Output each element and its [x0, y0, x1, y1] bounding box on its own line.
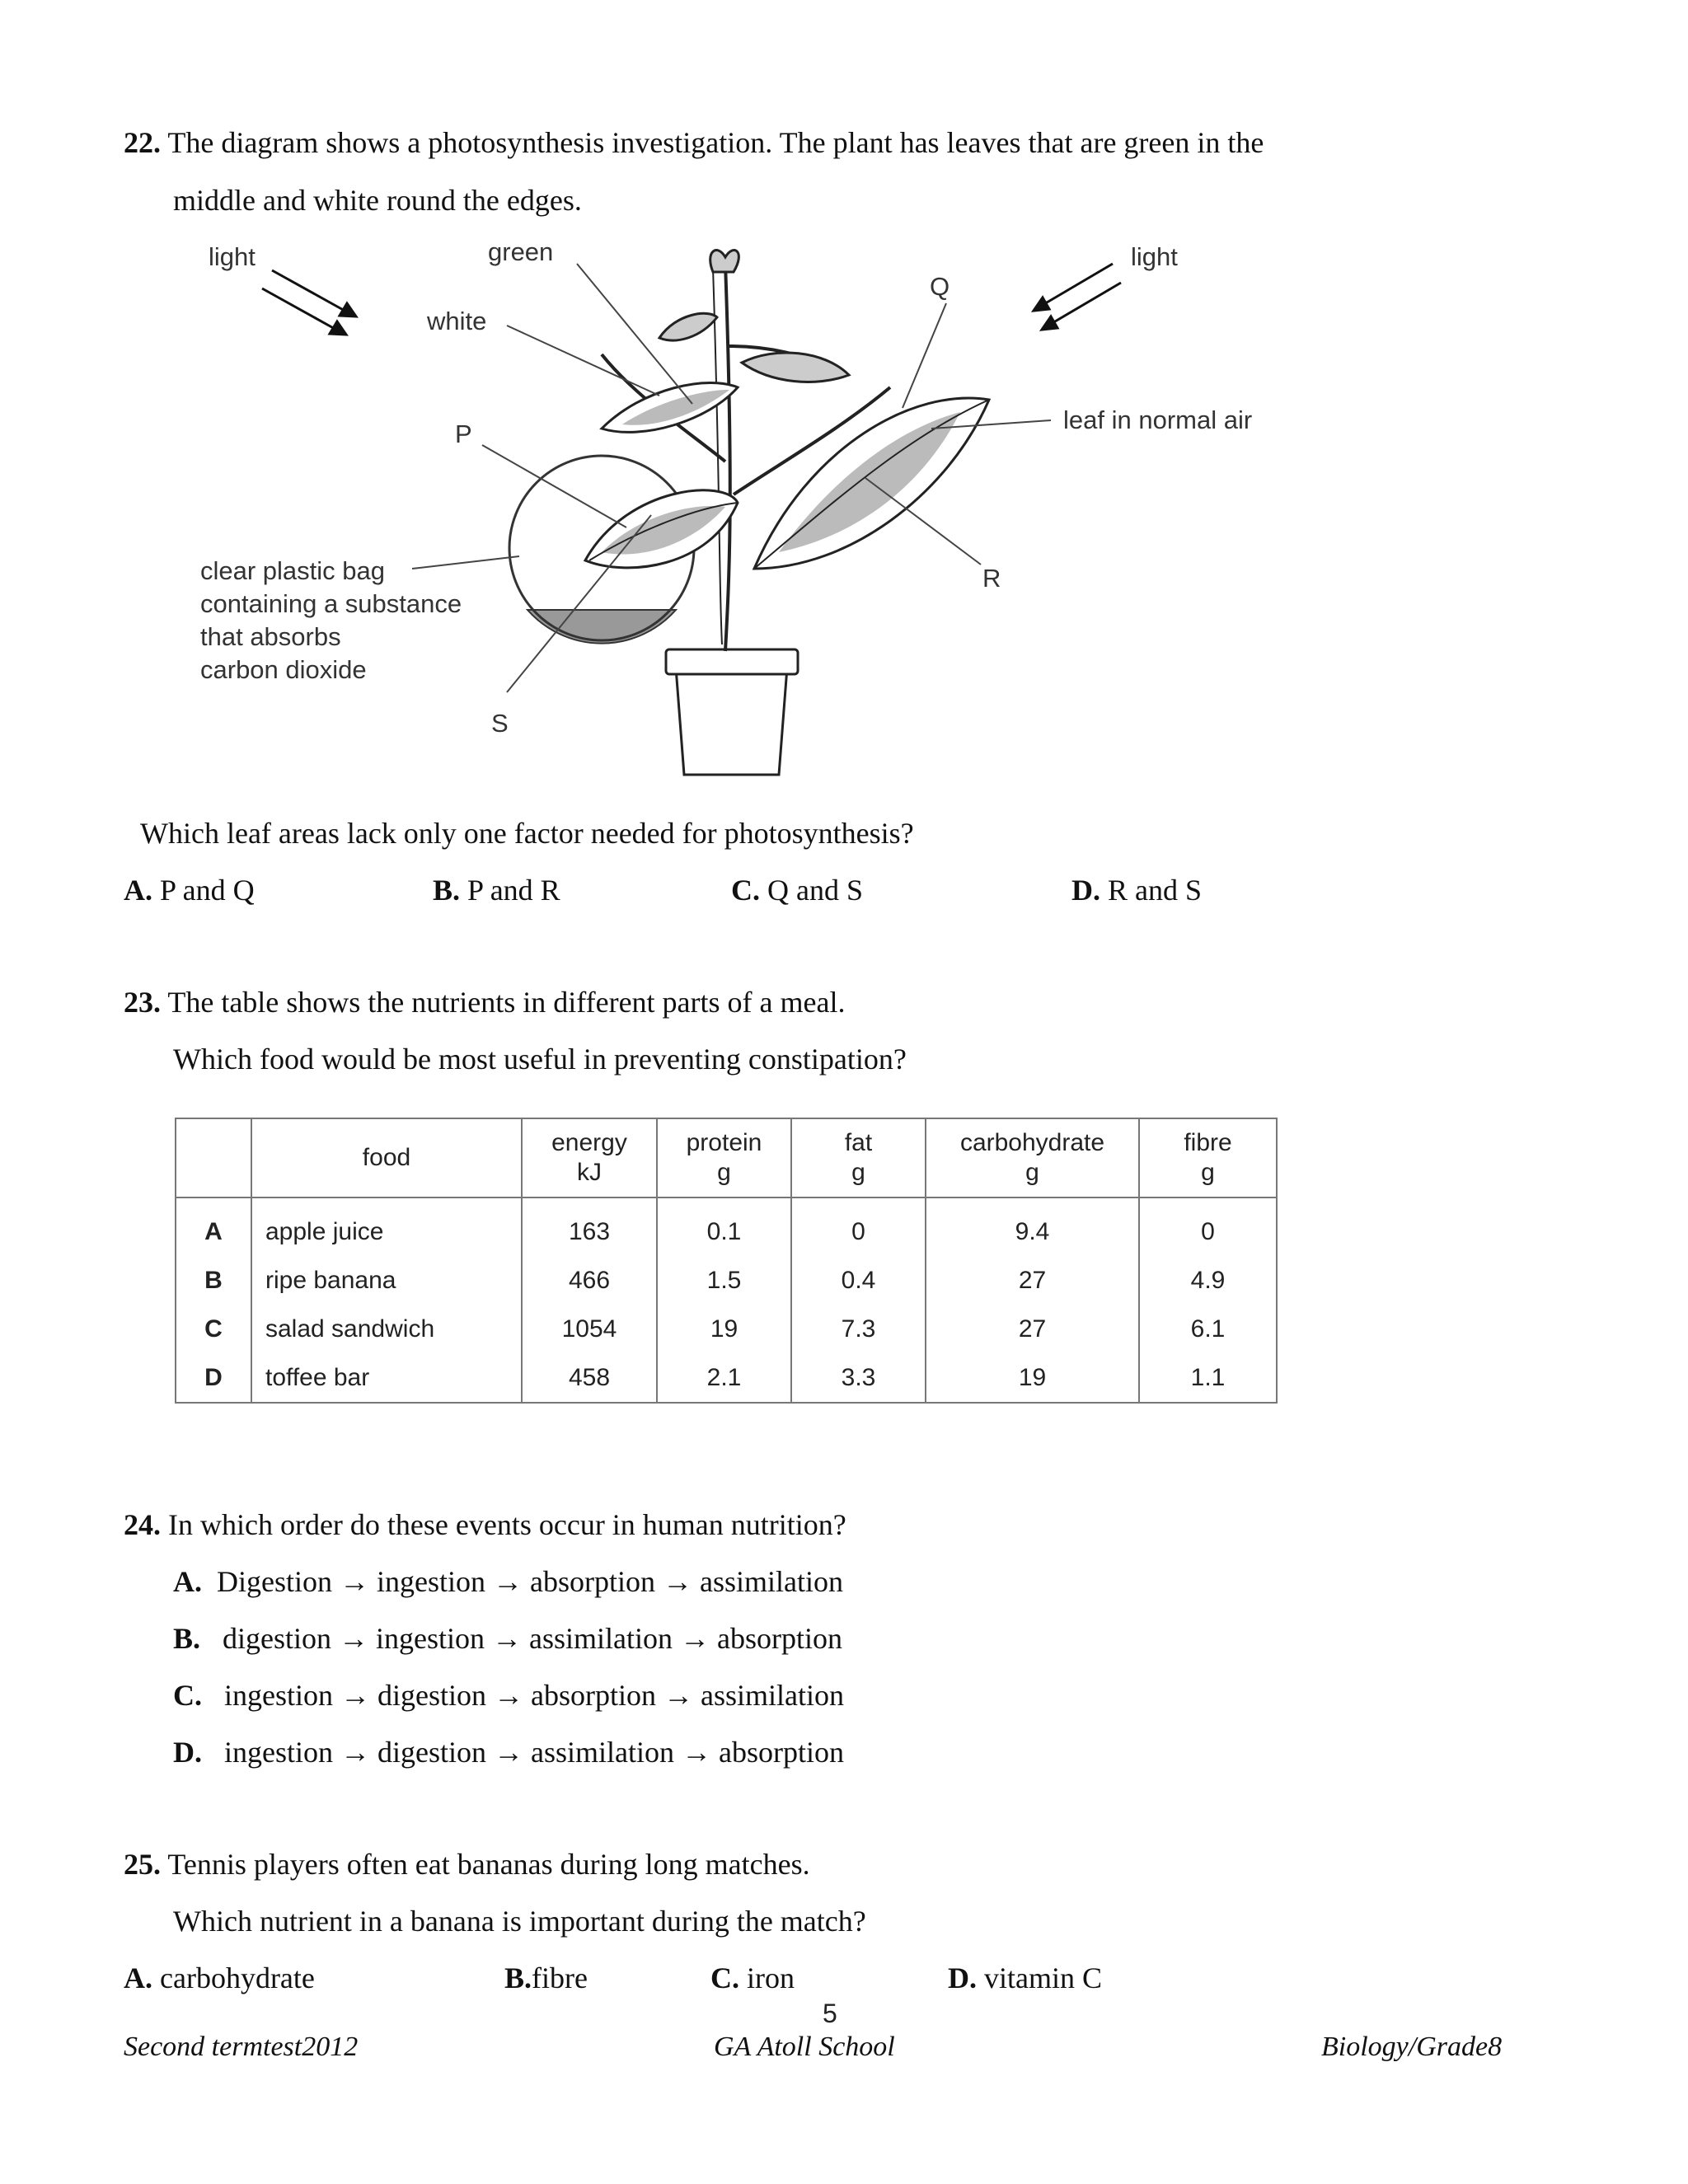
label-R: R: [982, 564, 1001, 593]
footer-right: Biology/Grade8: [1321, 2032, 1503, 2062]
q22-stem: The diagram shows a photosynthesis investigation. The plant has leaves that are green in the: [167, 126, 1264, 159]
table-header-row: [176, 1118, 1277, 1197]
footer-center: GA Atoll School: [714, 2032, 895, 2062]
q24-option-a[interactable]: A. Digestion → ingestion → absorption → assimilation: [173, 1565, 843, 1598]
label-bag-line2: containing a substance: [200, 589, 462, 618]
q24-question: 24. In which order do these events occur in human nutrition?: [124, 1508, 846, 1541]
q25-text-line2: Which nutrient in a banana is important during the match?: [173, 1905, 866, 1938]
label-Q: Q: [930, 272, 950, 301]
label-bag-line4: carbon dioxide: [200, 655, 367, 684]
label-light-right: light: [1131, 242, 1178, 271]
label-bag-line3: that absorbs: [200, 622, 341, 651]
q22-number: 22.: [124, 126, 161, 159]
q24-option-d[interactable]: D. ingestion → digestion → assimilation → absorption: [173, 1736, 844, 1769]
q23-number: 23.: [124, 986, 161, 1019]
q25-option-b[interactable]: B.fibre: [504, 1961, 588, 1994]
light-arrows-left: [262, 270, 356, 335]
q25-option-a[interactable]: A. carbohydrate: [124, 1961, 315, 1994]
label-light-left: light: [209, 242, 256, 271]
q22-option-c[interactable]: C. Q and S: [731, 874, 863, 907]
label-P: P: [455, 419, 472, 448]
label-green: green: [488, 237, 554, 266]
page-number: 5: [823, 1999, 837, 2028]
header-carbohydrate: carbohydrate g: [926, 1118, 1139, 1197]
q22-option-a[interactable]: A. P and Q: [124, 874, 255, 907]
q24-option-c[interactable]: C. ingestion → digestion → absorption → assimilation: [173, 1679, 844, 1712]
q25-option-d[interactable]: D. vitamin C: [948, 1961, 1102, 1994]
q24-number: 24.: [124, 1508, 161, 1541]
q24-option-b[interactable]: B. digestion → ingestion → assimilation → absorption: [173, 1622, 842, 1655]
q22-text-line2: middle and white round the edges.: [173, 184, 582, 217]
table-row: C salad sandwich 1054 19 7.3 27 6.1: [176, 1305, 1277, 1353]
label-white: white: [427, 307, 487, 335]
q23-text-line1: 23. The table shows the nutrients in different parts of a meal.: [124, 986, 846, 1019]
q22-option-d[interactable]: D. R and S: [1071, 874, 1203, 907]
q23-text-line2: Which food would be most useful in preventing constipation?: [173, 1043, 907, 1076]
table-row: B ripe banana 466 1.5 0.4 27 4.9: [176, 1256, 1277, 1305]
nutrient-table: [175, 1118, 1278, 1404]
table-row: A apple juice 163 0.1 0 9.4 0: [176, 1197, 1277, 1256]
header-protein: protein g: [657, 1118, 791, 1197]
q25-text-line1: 25. Tennis players often eat bananas during long matches.: [124, 1848, 810, 1881]
q22-question: Which leaf areas lack only one factor needed for photosynthesis?: [140, 817, 914, 850]
light-arrows-right: [1034, 264, 1121, 330]
header-energy: energy kJ: [522, 1118, 657, 1197]
label-bag-line1: clear plastic bag: [200, 556, 386, 585]
header-fibre: fibre g: [1139, 1118, 1277, 1197]
table-row: D toffee bar 458 2.1 3.3 19 1.1: [176, 1353, 1277, 1403]
plant-pot: [666, 649, 798, 775]
header-fat: fat g: [791, 1118, 926, 1197]
header-food: food: [251, 1118, 522, 1197]
q25-option-c[interactable]: C. iron: [710, 1961, 795, 1994]
header-letter: [176, 1118, 251, 1197]
q25-number: 25.: [124, 1848, 161, 1881]
label-S: S: [491, 709, 509, 738]
photosynthesis-diagram: [0, 0, 1688, 783]
q22-option-b[interactable]: B. P and R: [433, 874, 560, 907]
label-leaf-normal-air: leaf in normal air: [1063, 405, 1253, 434]
footer-left: Second termtest2012: [124, 2032, 359, 2062]
